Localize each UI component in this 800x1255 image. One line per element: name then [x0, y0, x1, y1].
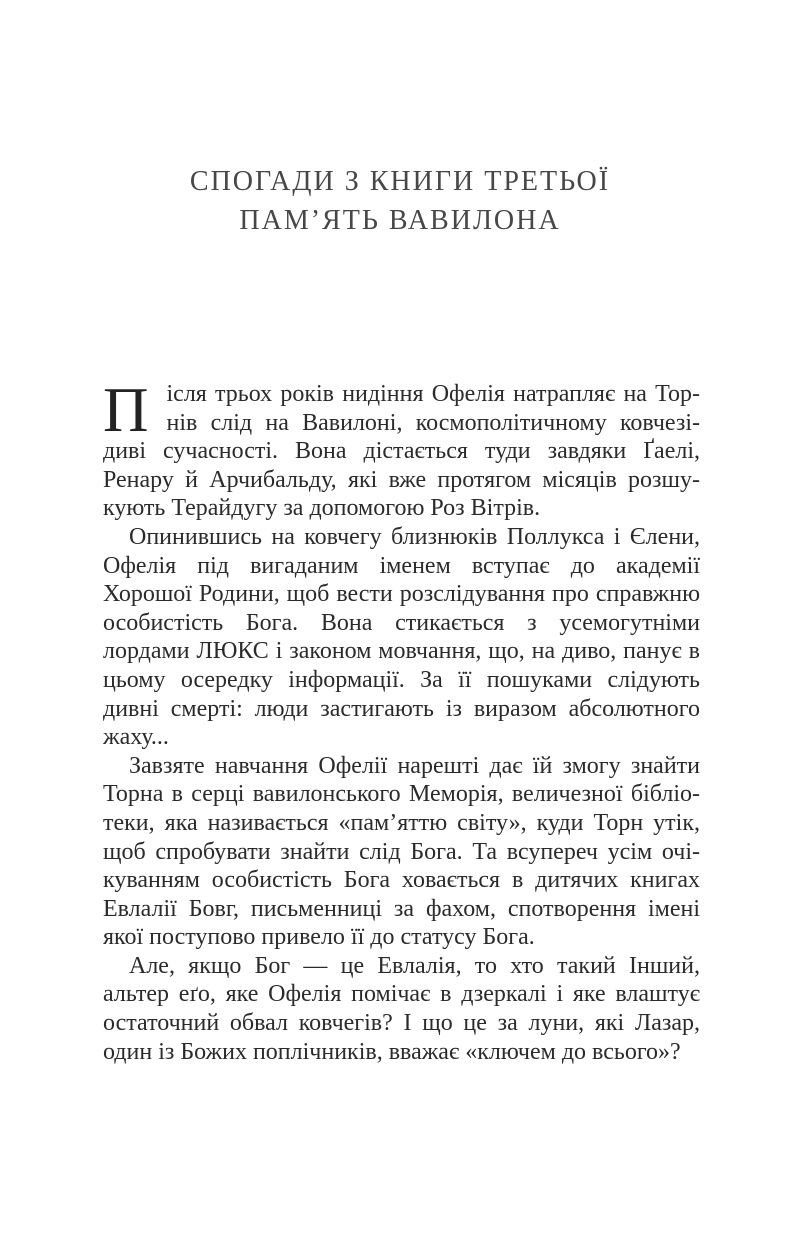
paragraph-1-text: ісля трьох років нидіння Офелія натрапляє на Торнів слід на Вавилоні, космополітичному ковчезі-диві сучасності. Вона дістається туди завдяки Ґаелі, Ренару й Арчибальду, які вже протягом місяців розшукують Терайдугу за допомогою Роз Вітрів. [103, 381, 700, 522]
paragraph-4 [103, 952, 700, 1066]
chapter-title-line-1: СПОГАДИ З КНИГИ ТРЕТЬОЇ [189, 166, 611, 197]
drop-cap-letter: П [103, 375, 149, 445]
chapter-title [20, 162, 780, 240]
paragraph-3-text: Завзяте навчання Офелії нарешті дає їй змогу знайти Торна в серці вавилонського Меморія, величезної бібліотеки, яка називається «пам’яттю світу», куди Торн утік, щоб спробувати знайти слід Бога. Та всупереч усім очікуванням особистість Бога ховається в дитячих книгах Евлалії Бовг, письменниці за фахом, спотворення імені якої поступово привело її до статусу Бога. [103, 752, 700, 951]
body-text [103, 375, 700, 1066]
paragraph-4-text: Але, якщо Бог — це Евлалія, то хто такий Інший, альтер еґо, яке Офелія помічає в дзеркалі і яке влаштує остаточний обвал ковчегів? І що це за луни, які Лазар, один із Божих поплічників, вважає «ключем до всього»? [103, 952, 700, 1065]
paragraph-2-text: Опинившись на ковчегу близнюків Поллукса і Єлени, Офелія під вигаданим іменем вступає до академії Хорошої Родини, щоб вести розслідування про справжню особистість Бога. Вона стикається з усемогутніми лордами ЛЮКС і законом мовчання, що, на диво, панує в цьому осередку інформації. За її пошуками слідують дивні смерті: люди застигають із виразом абсолютного жаху... [103, 523, 700, 751]
paragraph-3 [103, 752, 700, 952]
paragraph-1 [103, 375, 700, 523]
chapter-title-line-2: ПАМ’ЯТЬ ВАВИЛОНА [239, 205, 561, 236]
paragraph-2 [103, 523, 700, 752]
